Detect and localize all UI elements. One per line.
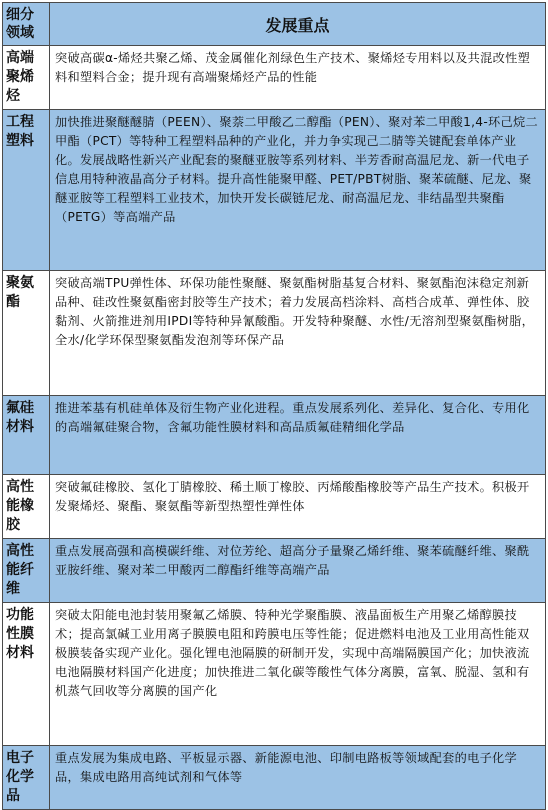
row-category: 高性能纤维 [3, 539, 50, 603]
row-description: 突破高碳α-烯烃共聚乙烯、茂金属催化剂绿色生产技术、聚烯烃专用料以及共混改性塑料和塑料合金；提升现有高端聚烯烃产品的性能 [50, 46, 546, 110]
row-category: 氟硅材料 [3, 396, 50, 475]
table-row [3, 475, 546, 539]
table-header-row [3, 3, 546, 46]
row-description: 推进苯基有机硅单体及衍生物产业化进程。重点发展系列化、差异化、复合化、专用化的高端氟硅聚合物，含氟功能性膜材料和高品质氟硅精细化学品 [50, 396, 546, 475]
table-row [3, 746, 546, 810]
table-row [3, 271, 546, 396]
table-row [3, 539, 546, 603]
header-focus: 发展重点 [50, 3, 546, 46]
row-category: 聚氨酯 [3, 271, 50, 396]
row-description: 突破氟硅橡胶、氢化丁腈橡胶、稀土顺丁橡胶、丙烯酸酯橡胶等产品生产技术。积极开发聚烯烃、聚酯、聚氨酯等新型热塑性弹性体 [50, 475, 546, 539]
row-description: 重点发展为集成电路、平板显示器、新能源电池、印制电路板等领域配套的电子化学品，集成电路用高纯试剂和气体等 [50, 746, 546, 810]
row-description: 突破高端TPU弹性体、环保功能性聚醚、聚氨酯树脂基复合材料、聚氨酯泡沫稳定剂新品种、硅改性聚氨酯密封胶等生产技术；着力发展高档涂料、高档合成革、弹性体、胶黏剂、火箭推进剂用IPDI等特种异氰酸酯。开发特种聚醚、水性/无溶剂型聚氨酯树脂，全水/化学环保型聚氨酯发泡剂等环保产品 [50, 271, 546, 396]
row-description: 重点发展高强和高模碳纤维、对位芳纶、超高分子量聚乙烯纤维、聚苯硫醚纤维、聚酰亚胺纤维、聚对苯二甲酸丙二醇酯纤维等高端产品 [50, 539, 546, 603]
row-category: 工程塑料 [3, 110, 50, 271]
row-category: 电子化学品 [3, 746, 50, 810]
table-row [3, 110, 546, 271]
table-row [3, 603, 546, 746]
development-focus-table [2, 2, 546, 810]
header-category: 细分领域 [3, 3, 50, 46]
row-description: 加快推进聚醚醚腈（PEEN）、聚萘二甲酸乙二醇酯（PEN）、聚对苯二甲酸1,4-环己烷二甲酯（PCT）等特种工程塑料品种的产业化，并力争实现己二腈等关键配套单体产业化。发展战略性新兴产业配套的聚醚亚胺等系列材料、半芳香耐高温尼龙、新一代电子信息用特种液晶高分子材料。提升高性能聚甲醛、PET/PBT树脂、聚苯硫醚、尼龙、聚醚亚胺等工程塑料工业技术，加快开发长碳链尼龙、耐高温尼龙、非结晶型共聚酯（PETG）等高端产品 [50, 110, 546, 271]
table-row [3, 46, 546, 110]
development-focus-table-wrapper [2, 2, 546, 810]
row-category: 功能性膜材料 [3, 603, 50, 746]
table-row [3, 396, 546, 475]
row-description: 突破太阳能电池封装用聚氟乙烯膜、特种光学聚酯膜、液晶面板生产用聚乙烯醇膜技术；提高氯碱工业用离子膜膜电阻和跨膜电压等性能；促进燃料电池及工业用高性能双极膜装备实现产业化。强化锂电池隔膜的研制开发，实现中高端隔膜国产化；加快液流电池隔膜材料国产化进度；加快推进二氧化碳等酸性气体分离膜，富氧、脱湿、氢和有机蒸气回收等分离膜的国产化 [50, 603, 546, 746]
row-category: 高端聚烯烃 [3, 46, 50, 110]
row-category: 高性能橡胶 [3, 475, 50, 539]
